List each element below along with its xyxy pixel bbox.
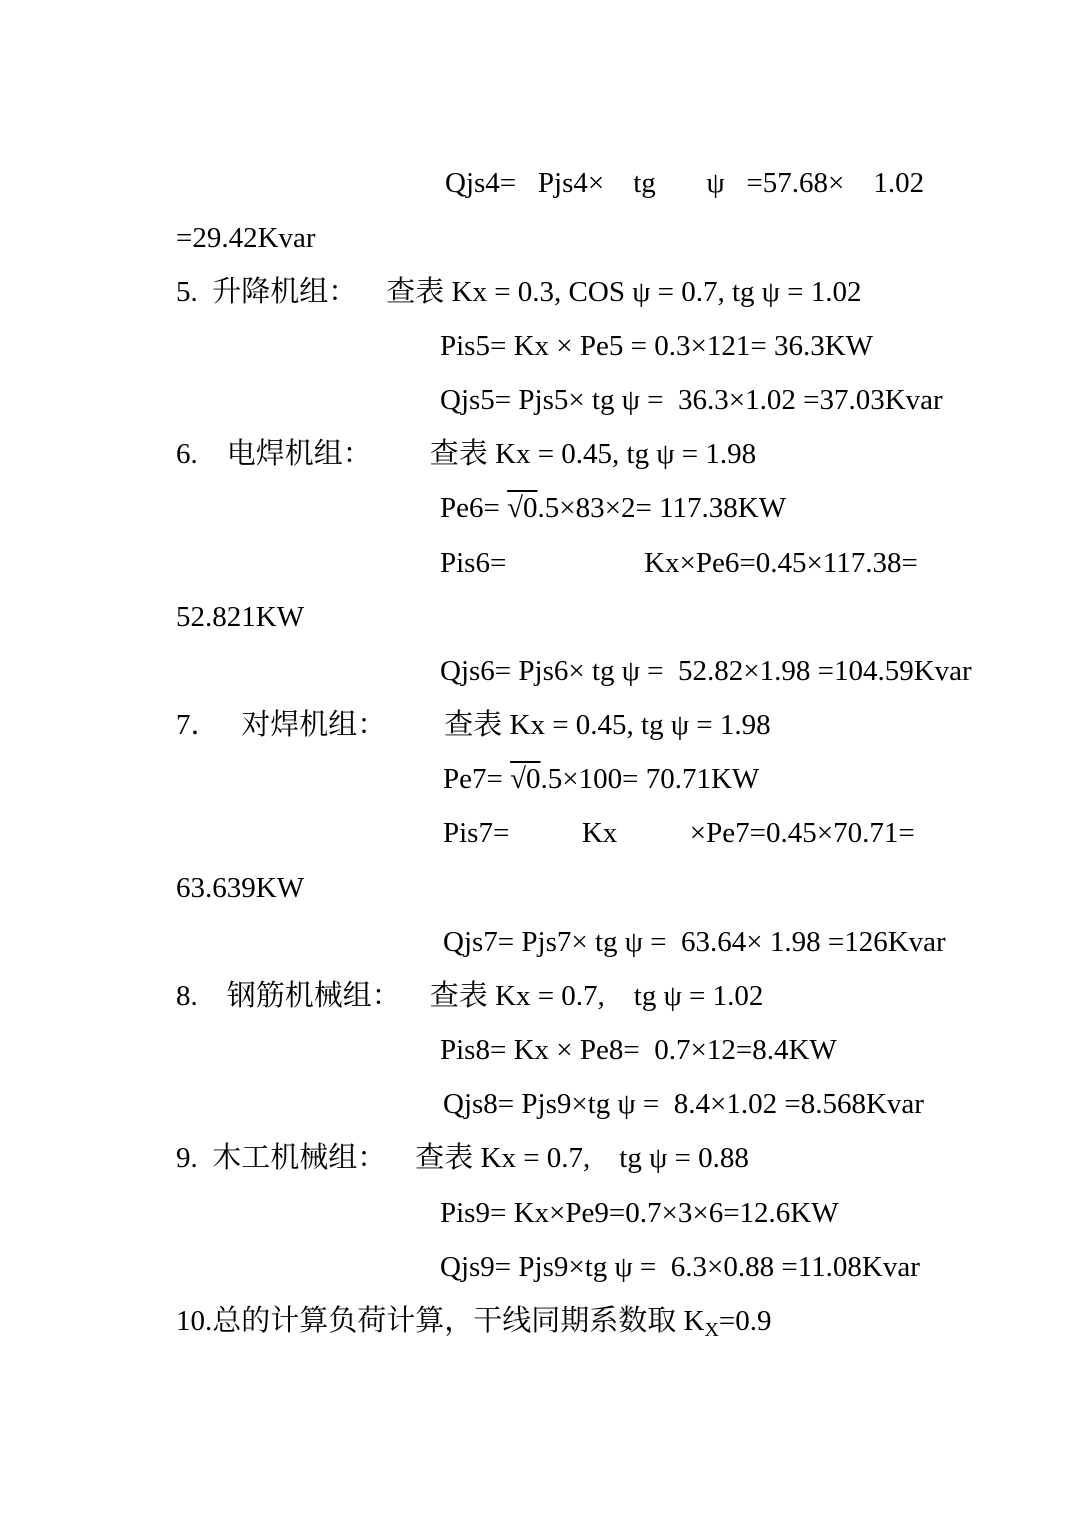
pis6-formula: Pis6= Kx×Pe6=0.45×117.38=	[440, 547, 918, 579]
qjs7-formula: Qjs7= Pjs7× tg ψ = 63.64× 1.98 =126Kvar	[443, 926, 946, 958]
item-6-heading: 6. 电焊机组： 查表 Kx = 0.45, tg ψ = 1.98	[176, 438, 757, 470]
qjs6-formula: Qjs6= Pjs6× tg ψ = 52.82×1.98 =104.59Kvar	[440, 655, 972, 687]
sqrt-sign: √0	[510, 763, 541, 795]
qjs4-formula: Qjs4= Pjs4× tg ψ =57.68× 1.02	[445, 167, 925, 199]
item-9-heading: 9. 木工机械组： 查表 Kx = 0.7, tg ψ = 0.88	[176, 1142, 749, 1174]
item-7-heading: 7． 对焊机组： 查表 Kx = 0.45, tg ψ = 1.98	[176, 709, 771, 741]
item-8-heading: 8. 钢筋机械组： 查表 Kx = 0.7, tg ψ = 1.02	[176, 980, 764, 1012]
pe7-formula: Pe7= √0.5×100= 70.71KW	[443, 763, 760, 795]
pe6-formula: Pe6= √0.5×83×2= 117.38KW	[440, 492, 787, 524]
qjs9-formula: Qjs9= Pjs9×tg ψ = 6.3×0.88 =11.08Kvar	[440, 1251, 920, 1283]
qjs4-result: =29.42Kvar	[176, 222, 316, 254]
pis9-formula: Pis9= Kx×Pe9=0.7×3×6=12.6KW	[440, 1197, 839, 1229]
qjs8-formula: Qjs8= Pjs9×tg ψ = 8.4×1.02 =8.568Kvar	[443, 1088, 924, 1120]
pis7-result: 63.639KW	[176, 872, 305, 904]
item-10-heading: 10.总的计算负荷计算，干线同期系数取 $K_X=0.9$	[176, 1305, 772, 1341]
pis5-formula: Pis5= Kx × Pe5 = 0.3×121= 36.3KW	[440, 330, 874, 362]
sqrt-sign: √0	[507, 492, 538, 524]
pis8-formula: Pis8= Kx × Pe8= 0.7×12=8.4KW	[440, 1034, 837, 1066]
subscript-x: X	[704, 1319, 719, 1341]
qjs5-formula: Qjs5= Pjs5× tg ψ = 36.3×1.02 =37.03Kvar	[440, 384, 943, 416]
item-5-heading: 5. 升降机组： 查表 Kx = 0.3, COS ψ = 0.7, tg ψ = 1.02	[176, 276, 862, 308]
pis6-result: 52.821KW	[176, 601, 305, 633]
pis7-formula: Pis7= Kx ×Pe7=0.45×70.71=	[443, 817, 915, 849]
